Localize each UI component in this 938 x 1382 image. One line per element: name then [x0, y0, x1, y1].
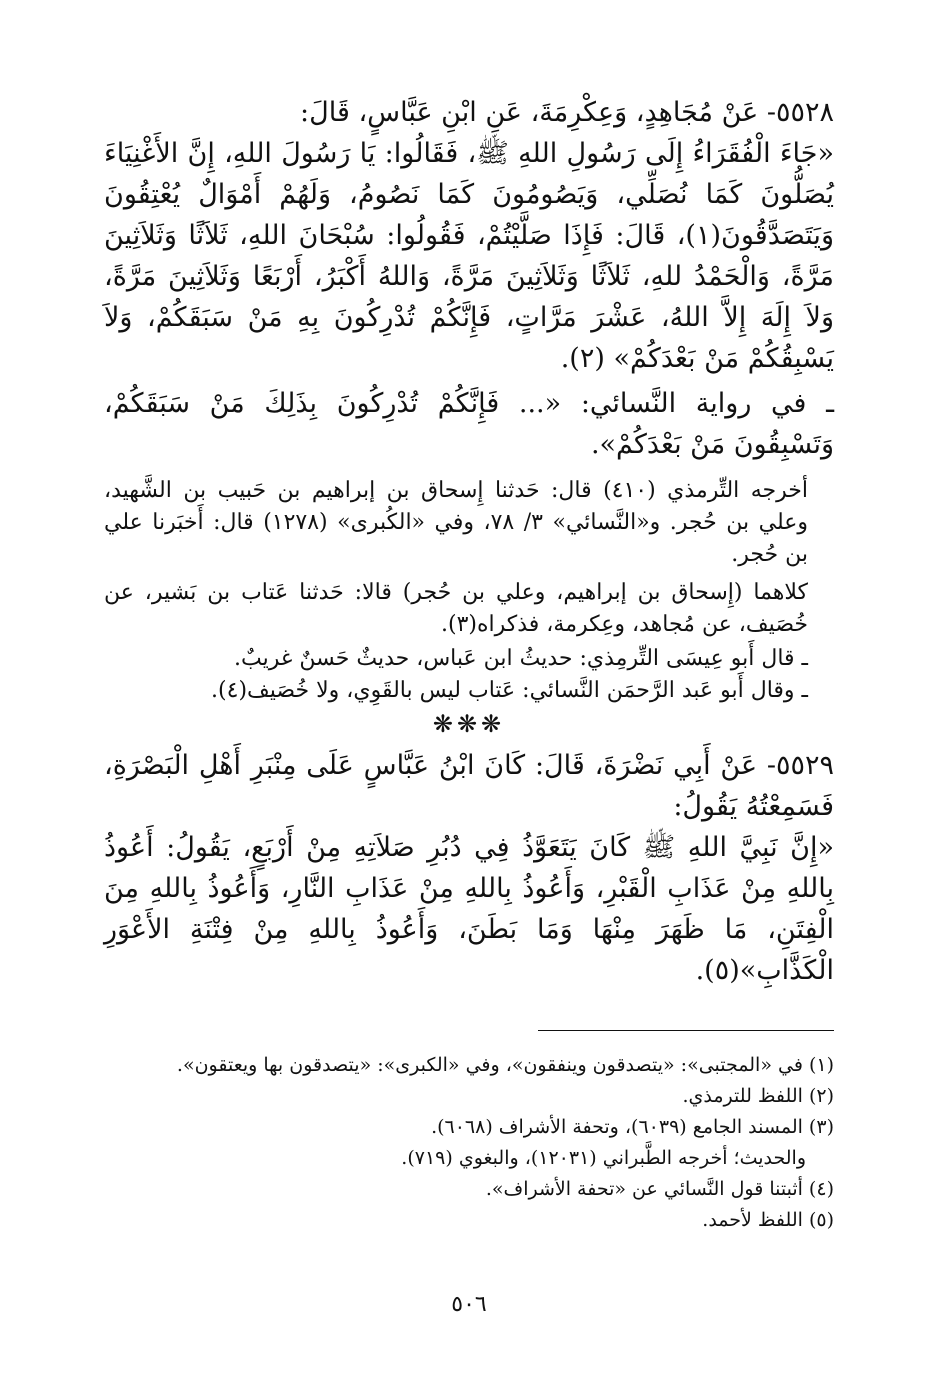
footnote-5: (٥) اللفظ لأحمد. [702, 1209, 834, 1231]
takhrij-2: كلاهما (إِسحاق بن إبراهيم، وعلي بن حُجر) قالا: حَدثنا عَتاب بن بَشير، عن خُصَيف، عن مُجاهد، وعِكرمة، فذكراه(٣). [104, 580, 808, 637]
footnote-1: (١) في «المجتبى»: «يتصدقون وينفقون»، وفي «الكبرى»: «يتصدقون بها ويعتقون». [176, 1054, 834, 1076]
footnote-4: (٤) أثبتنا قول النَّسائي عن «تحفة الأشراف». [485, 1178, 834, 1200]
tirmidhi-comment: ـ قال أَبو عِيسَى التِّرمِذي: حديثُ ابن عَباس، حديثٌ حَسنٌ غريبٌ. [234, 646, 808, 671]
footnote-2: (٢) اللفظ للترمذي. [682, 1085, 834, 1107]
nasai-comment: ـ وقال أَبو عَبد الرَّحمَن النَّسائي: عَتاب ليس بالقَوِي، ولا خُصَيف(٤). [211, 678, 808, 703]
footnote-3-continuation: والحديث؛ أخرجه الطَّبراني (١٢٠٣١)، والبغوي (٧١٩). [401, 1147, 806, 1169]
hadith-5528-heading: ٥٥٢٨- عَنْ مُجَاهِدٍ، وَعِكْرِمَةَ، عَنِ ابْنِ عَبَّاسٍ، قَالَ: [300, 97, 834, 128]
hadith-5529-heading: ٥٥٢٩- عَنْ أَبِي نَضْرَةَ، قَالَ: كَانَ ابْنُ عَبَّاسٍ عَلَى مِنْبَرِ أَهْلِ الْبَصْرَةِ، فَسَمِعْتُهُ يَقُولُ: [104, 750, 834, 822]
hadith-5528-text: «جَاءَ الْفُقَرَاءُ إِلَى رَسُولِ اللهِ ﷺ، فَقَالُوا: يَا رَسُولَ اللهِ، إِنَّ الأَغْنِيَاءَ يُصَلُّونَ كَمَا نُصَلِّي، وَيَصُومُونَ كَمَا نَصُومُ، وَلَهُمْ أَمْوَالٌ يُعْتِقُونَ وَيَتَصَدَّقُونَ(١)، قَالَ: فَإِذَا صَلَّيْتُمْ، فَقُولُوا: سُبْحَانَ اللهِ، ثَلاَثًا وَثَلاَثِينَ مَرَّةً، وَالْحَمْدُ للهِ، ثَلاَثًا وَثَلاَثِينَ مَرَّةً، وَاللهُ أَكْبَرُ، أَرْبَعًا وَثَلاَثِينَ مَرَّةً، وَلاَ إِلَهَ إِلاَّ اللهُ، عَشْرَ مَرَّاتٍ، فَإِنَّكُمْ تُدْرِكُونَ بِهِ مَنْ سَبَقَكُمْ، وَلاَ يَسْبِقُكُمْ مَنْ بَعْدَكُمْ» (٢). [104, 138, 834, 374]
takhrij-1: أخرجه التِّرمذي (٤١٠) قال: حَدثنا إِسحاق بن إبراهيم بن حَبيب بن الشَّهيد، وعلي بن حُجر. و«النَّسائي» ٣/ ٧٨، وفي «الكُبرى» (١٢٧٨) قال: أَخبَرنا علي بن حُجر. [104, 478, 808, 567]
footnotes [104, 1050, 834, 1236]
section-separator: ❋❋❋ [432, 710, 506, 738]
hadith-5529-text: «إِنَّ نَبِيَّ اللهِ ﷺ كَانَ يَتَعَوَّذُ فِي دُبُرِ صَلاَتِهِ مِنْ أَرْبَعٍ، يَقُولُ: أَعُوذُ بِاللهِ مِنْ عَذَابِ الْقَبْرِ، وَأَعُوذُ بِاللهِ مِنْ عَذَابِ النَّارِ، وَأَعُوذُ بِاللهِ مِنَ الْفِتَنِ، مَا ظَهَرَ مِنْهَا وَمَا بَطَنَ، وَأَعُوذُ بِاللهِ مِنْ فِتْنَةِ الأَعْوَرِ الْكَذَّابِ»(٥). [104, 832, 834, 986]
page-number: ٥٠٦ [451, 1292, 487, 1317]
nasai-variant: ـ في رواية النَّسائي: «... فَإِنَّكُمْ تُدْرِكُونَ بِذَلِكَ مَنْ سَبَقَكُمْ، وَتَسْبِقُونَ مَنْ بَعْدَكُمْ». [104, 388, 834, 460]
footnote-3: (٣) المسند الجامع (٦٠٣٩)، وتحفة الأشراف (٦٠٦٨). [431, 1116, 834, 1138]
page-body [104, 92, 834, 991]
footnote-divider [538, 1030, 834, 1031]
